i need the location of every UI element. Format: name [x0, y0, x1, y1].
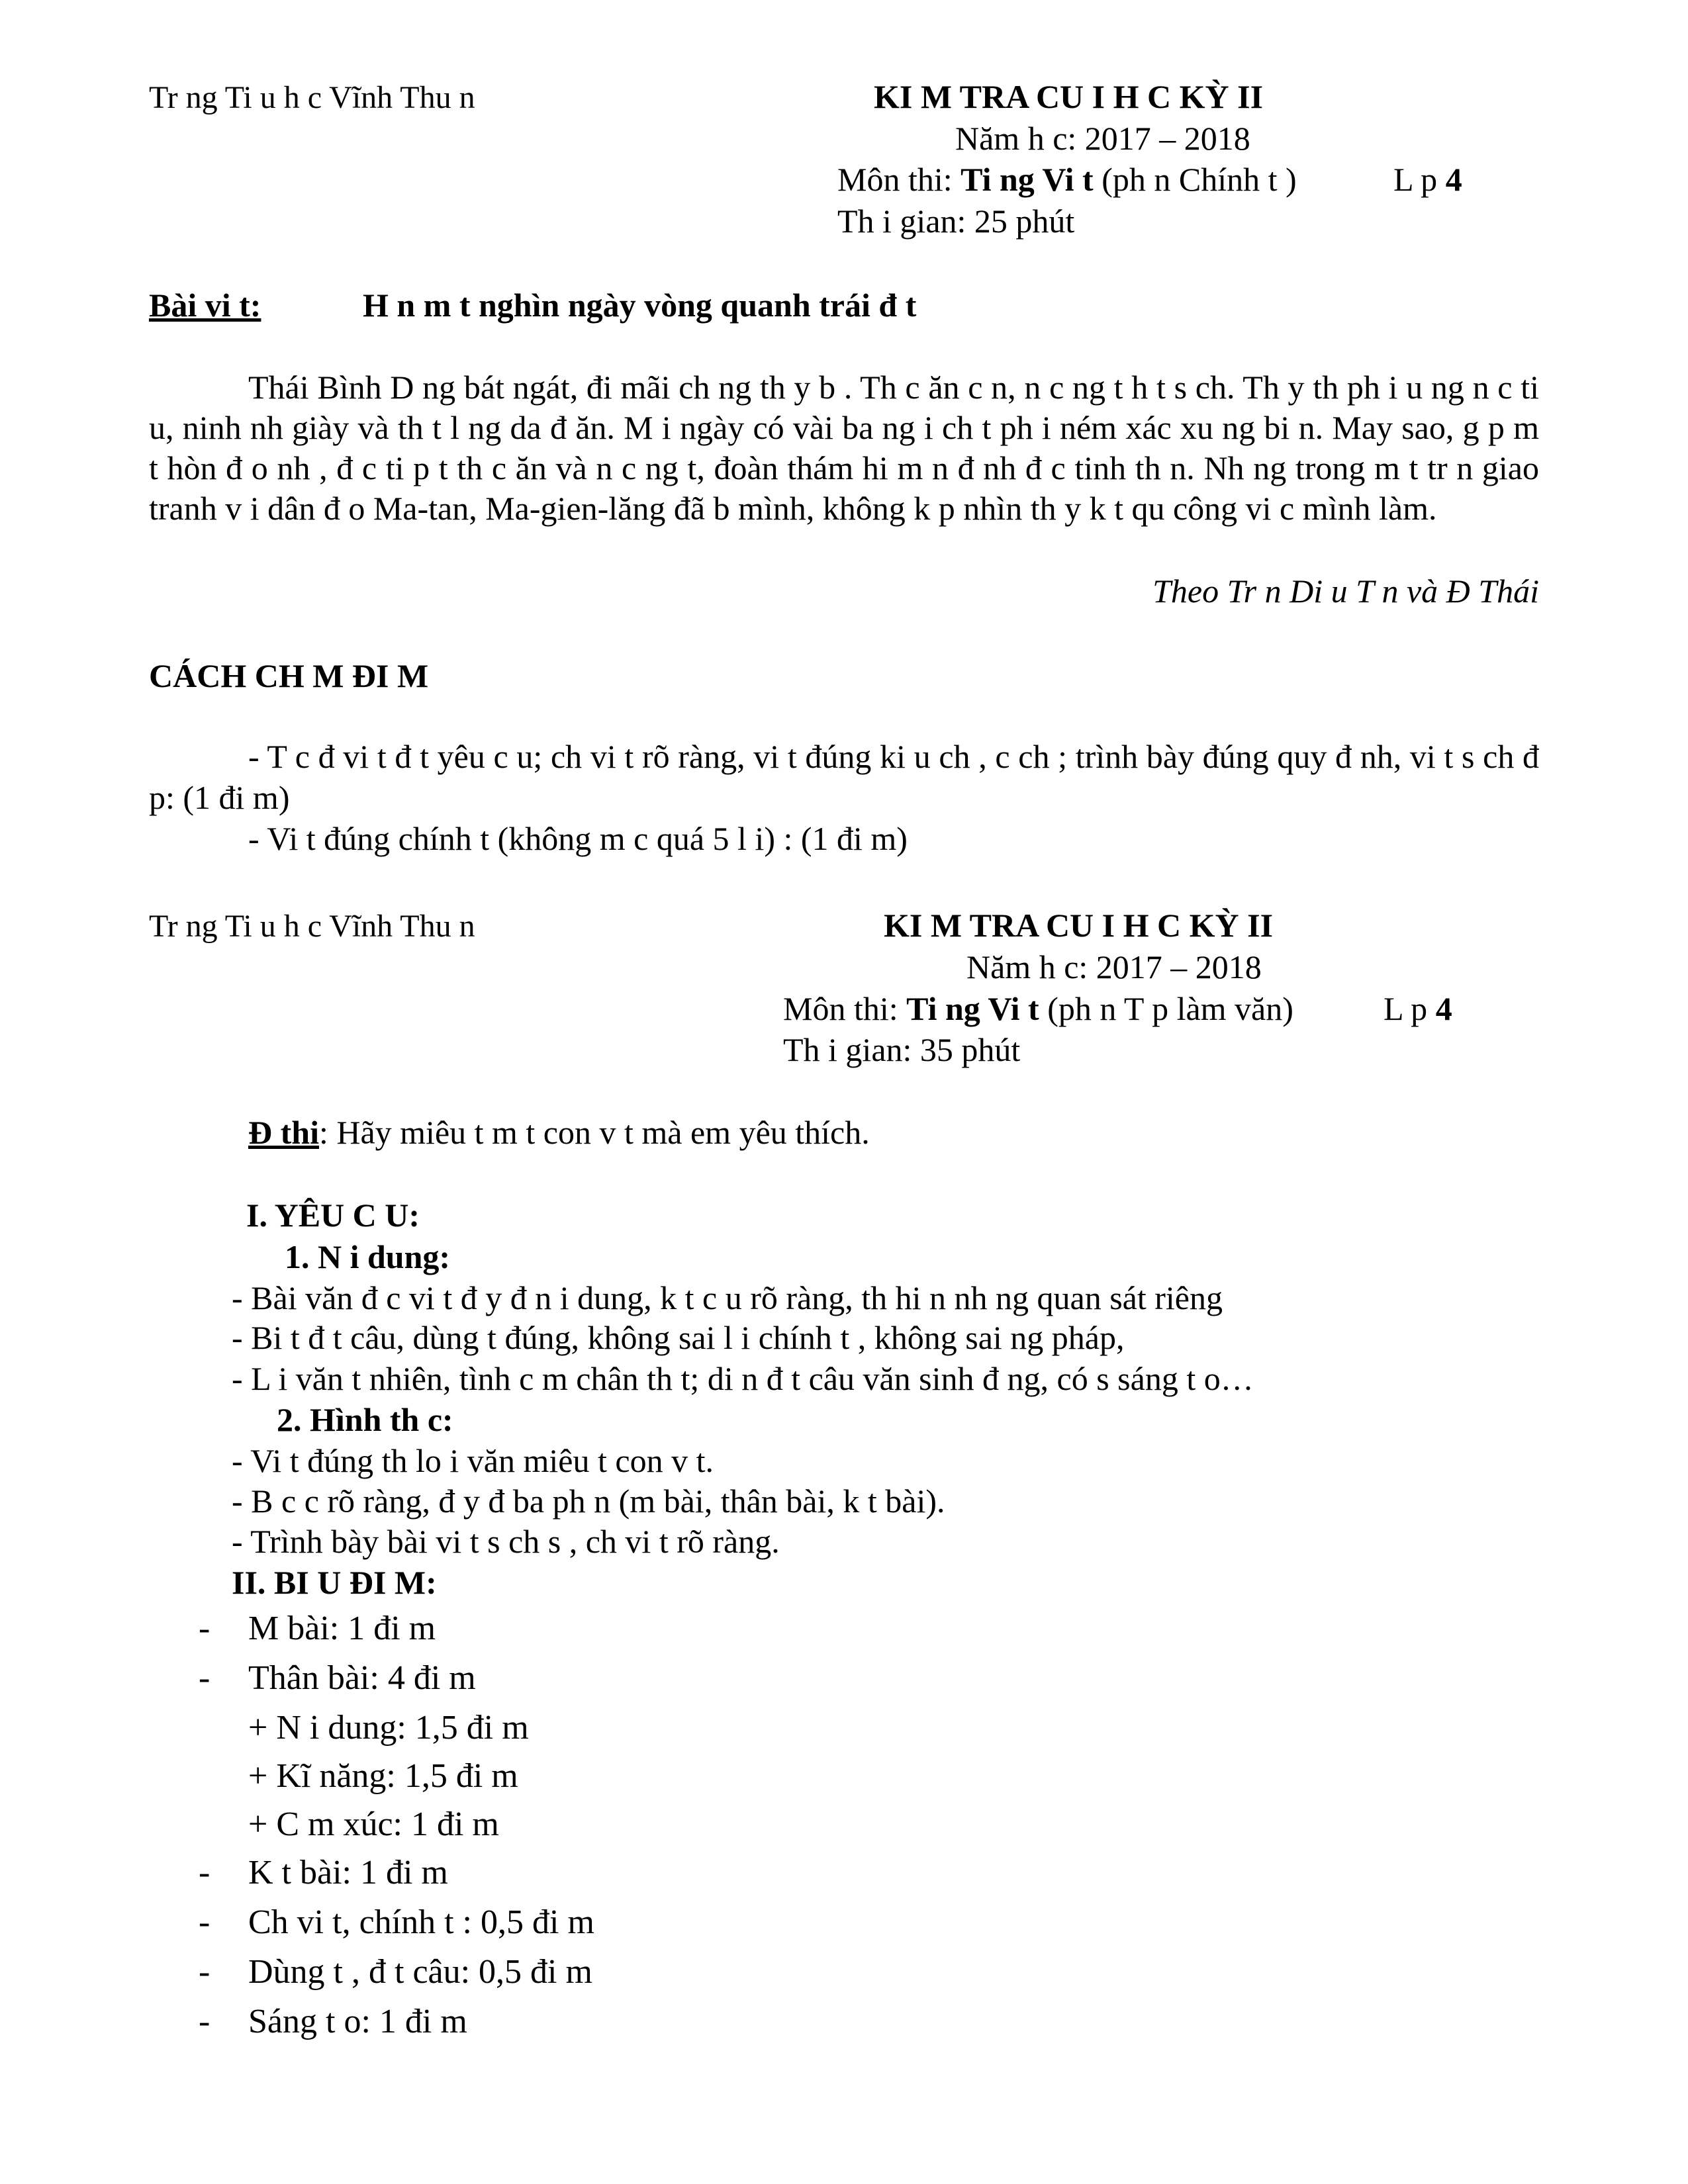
- grade-number-2: 4: [1435, 990, 1452, 1027]
- content-heading: 1. N i dung:: [285, 1238, 451, 1275]
- grading-criteria: [149, 736, 1539, 859]
- grade-label-2: [1383, 988, 1452, 1030]
- dictation-body: Thái Bình D ng bát ngát, đi mãi ch ng th y b . Th c ăn c n, n c ng t h t s ch. Th y th ph i u ng n c ti u, ninh nh giày và th t l ng da đ ăn. M i ngày có vài ba ng i ch t ph i ném xác xu ng bi n. May sao, g p m t hòn đ o nh , đ c ti p t th c ăn và n c ng t, đoàn thám hi m n đ nh đ c tinh th n. Nh ng trong m t tr n giao tranh v i dân đ o Ma-tan, Ma-gien-lăng đã b mình, không k p nhìn th y k t qu công vi c mình làm.: [149, 369, 1539, 527]
- subject-part: (ph n Chính t ): [1093, 161, 1297, 198]
- score-dash-1: -: [199, 1610, 211, 1647]
- dictation-title: H n m t nghìn ngày vòng quanh trái đ t: [363, 287, 917, 324]
- exam-time: Th i gian: 25 phút: [837, 203, 1075, 240]
- form-heading: 2. Hình th c:: [277, 1401, 453, 1438]
- score-dash-2: -: [199, 1659, 211, 1697]
- subject-prefix: Môn thi:: [837, 161, 961, 198]
- exam-title-2: KI M TRA CU I H C KỲ II: [884, 907, 1274, 944]
- subject-line-2: [783, 988, 1293, 1030]
- score-item-2: Thân bài: 4 đi m: [248, 1659, 476, 1697]
- essay-prompt: [248, 1112, 870, 1154]
- subject-line: [837, 159, 1297, 201]
- exam-time-2: Th i gian: 35 phút: [783, 1031, 1021, 1068]
- school-name-2: Tr ng Ti u h c Vĩnh Thu n: [149, 909, 475, 944]
- score-dash-6: -: [199, 1854, 211, 1891]
- school-year: Năm h c: 2017 – 2018: [955, 120, 1250, 157]
- score-item-3: + N i dung: 1,5 đi m: [248, 1709, 529, 1747]
- subject-name-2: Ti ng Vi t: [906, 990, 1039, 1027]
- subject-name: Ti ng Vi t: [961, 161, 1094, 198]
- grading-item-2: - Vi t đúng chính t (không m c quá 5 l i) : (1 đi m): [248, 820, 908, 857]
- grade-prefix: L p: [1393, 161, 1446, 198]
- dictation-heading: [149, 285, 261, 326]
- score-dash-9: -: [199, 2003, 211, 2040]
- score-dash-7: -: [199, 1903, 211, 1941]
- form-item-1: - Vi t đúng th lo i văn miêu t con v t.: [232, 1442, 714, 1479]
- content-item-3: - L i văn t nhiên, tình c m chân th t; di n đ t câu văn sinh đ ng, có s sáng t o…: [232, 1360, 1254, 1397]
- subject-prefix-2: Môn thi:: [783, 990, 907, 1027]
- score-item-1: M bài: 1 đi m: [248, 1610, 436, 1647]
- exam-title: KI M TRA CU I H C KỲ II: [874, 78, 1264, 115]
- form-item-3: - Trình bày bài vi t s ch s , ch vi t rõ ràng.: [232, 1523, 780, 1560]
- requirements-heading: I. YÊU C U:: [246, 1197, 420, 1234]
- content-item-1: - Bài văn đ c vi t đ y đ n i dung, k t c u rõ ràng, th hi n nh ng quan sát riêng: [232, 1279, 1223, 1316]
- grade-label: [1393, 159, 1462, 201]
- subject-part-2: (ph n T p làm văn): [1039, 990, 1293, 1027]
- dictation-label: Bài vi t:: [149, 287, 261, 324]
- score-item-6: K t bài: 1 đi m: [248, 1854, 448, 1891]
- score-item-8: Dùng t , đ t câu: 0,5 đi m: [248, 1953, 592, 1991]
- grading-heading: CÁCH CH M ĐI M: [149, 657, 429, 694]
- score-item-7: Ch vi t, chính t : 0,5 đi m: [248, 1903, 594, 1941]
- dictation-source: Theo Tr n Di u T n và Đ Thái: [1152, 572, 1539, 610]
- essay-prompt-label: Đ thi: [248, 1114, 319, 1151]
- score-item-9: Sáng t o: 1 đi m: [248, 2003, 467, 2040]
- score-item-5: + C m xúc: 1 đi m: [248, 1805, 499, 1843]
- grade-prefix-2: L p: [1383, 990, 1436, 1027]
- score-heading: II. BI U ĐI M:: [232, 1564, 437, 1601]
- school-year-2: Năm h c: 2017 – 2018: [966, 948, 1262, 985]
- score-item-4: + Kĩ năng: 1,5 đi m: [248, 1757, 518, 1795]
- content-item-2: - Bi t đ t câu, dùng t đúng, không sai l i chính t , không sai ng pháp,: [232, 1319, 1125, 1356]
- essay-prompt-text: : Hãy miêu t m t con v t mà em yêu thích.: [318, 1114, 870, 1151]
- form-item-2: - B c c rõ ràng, đ y đ ba ph n (m bài, thân bài, k t bài).: [232, 1482, 945, 1520]
- grading-item-1: - T c đ vi t đ t yêu c u; ch vi t rõ ràng, vi t đúng ki u ch , c ch ; trình bày đúng quy đ nh, vi t s ch đ p: (1 đi m): [149, 738, 1539, 816]
- score-dash-8: -: [199, 1953, 211, 1991]
- grade-number: 4: [1445, 161, 1462, 198]
- school-name: Tr ng Ti u h c Vĩnh Thu n: [149, 80, 475, 115]
